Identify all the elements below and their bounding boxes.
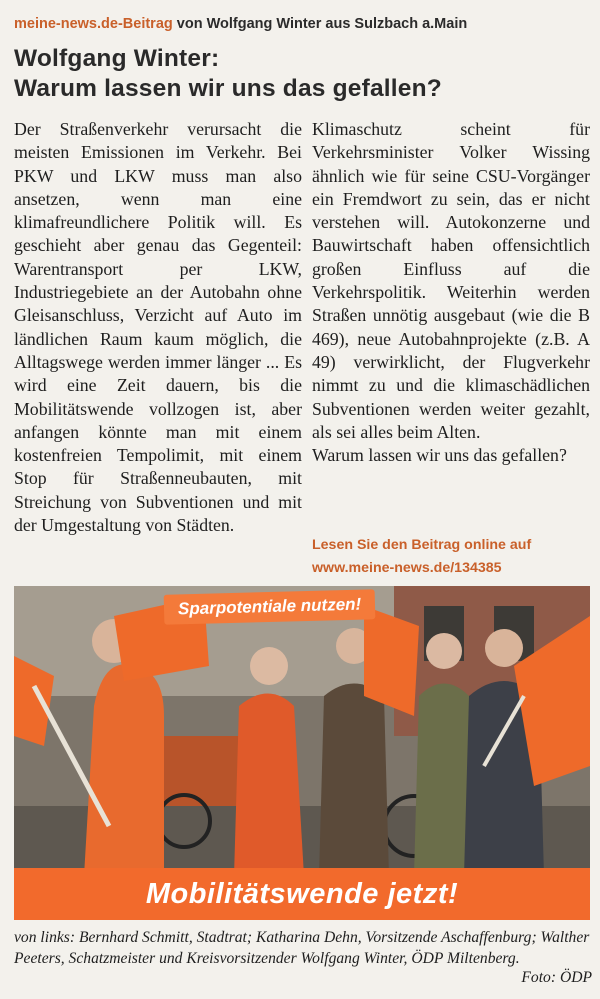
article-paragraph: Der Straßenverkehr verursacht die meisten Emissionen im Verkehr. Bei PKW und LKW muss man also ansetzen, wenn man eine klimafreundlichere Politik will. Es geschieht aber genau das Gegenteil: Warentransport per LKW, Industriegebiete an der Autobahn ohne Gleisanschluss, Verzicht auf Auto im ländlichen Raum kaum möglich, die Alltagswege werden immer länger ... Es wird eine Zeit dauern, bis die Mobilitätswende vollzogen ist, aber anfangen könnte man mit einem kostenfreien Tempolimit, mit einem Stop für Straßenneubauten, mit Streichung von Subventionen und mit der Umgestaltung von Städten. (14, 119, 302, 536)
online-link-label: Lesen Sie den Beitrag online auf (312, 537, 532, 553)
kicker-byline: von Wolfgang Winter aus Sulzbach a.Main (172, 16, 468, 32)
article-headline (14, 44, 594, 104)
photo-credit: Foto: ÖDP (521, 969, 592, 986)
article-column-left (14, 118, 302, 537)
article-photo (14, 586, 590, 920)
article-column-right (312, 118, 590, 467)
kicker-source: meine-news.de-Beitrag (14, 16, 173, 32)
headline-line-1: Wolfgang Winter: (14, 45, 220, 72)
article-closing-question: Warum lassen wir uns das gefallen? (312, 445, 567, 466)
photo-banner: Mobilitätswende jetzt! (14, 868, 590, 920)
headline-line-2: Warum lassen wir uns das gefallen? (14, 75, 442, 102)
photo-slogan-sign: Sparpotentiale nutzen! (164, 589, 376, 625)
article-kicker (14, 16, 594, 32)
online-link-box[interactable] (312, 534, 596, 580)
online-link-url[interactable]: www.meine-news.de/134385 (312, 560, 502, 576)
article-paragraph: Klimaschutz scheint für Verkehrsminister Volker Wissing ähnlich wie für seine CSU-Vorgänger ein Fremdwort zu sein, das er nicht verstehen will. Autokonzerne und Bauwirtschaft haben offensichtlich großen Einfluss auf die Verkehrspolitik. Weiterhin werden Straßen unnötig ausgebaut (wie die B 469), neue Autobahnprojekte (z.B. A 49) verwirklicht, der Flugverkehr nimmt zu und die klimaschädlichen Subventionen werden weiter gezahlt, als sei alles beim Alten. (312, 119, 590, 442)
photo-caption: von links: Bernhard Schmitt, Stadtrat; Katharina Dehn, Vorsitzende Aschaffenburg; Walther Peeters, Schatzmeister und Kreisvorsitzender Wolfgang Winter, ÖDP Miltenberg. (14, 929, 590, 967)
